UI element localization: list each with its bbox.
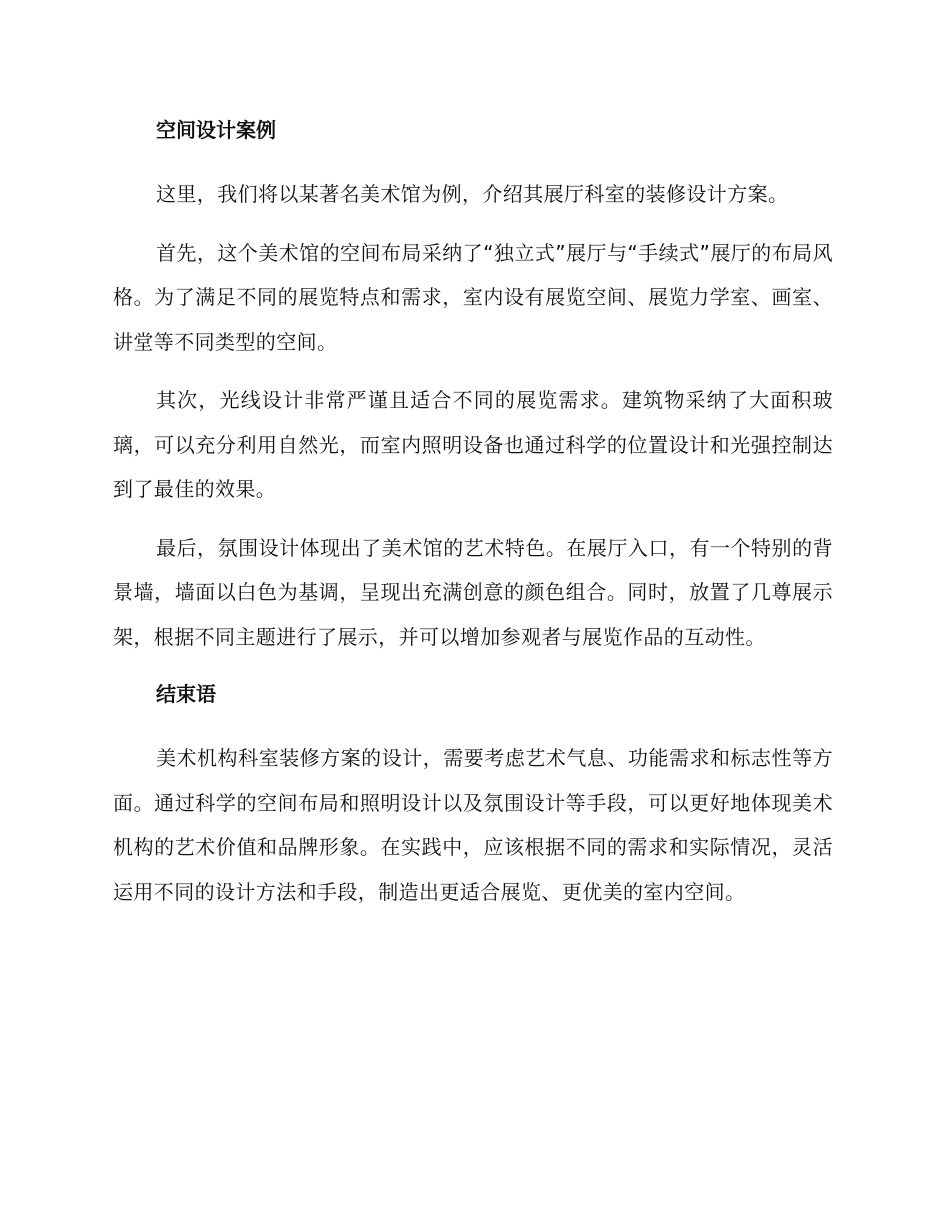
paragraph-intro: 这里，我们将以某著名美术馆为例，介绍其展厅科室的装修设计方案。 [156, 182, 789, 206]
paragraph-atmosphere: 最后，氛围设计体现出了美术馆的艺术特色。在展厅入口，有一个特别的背景墙，墙面以白色为基调，呈现出充满创意的颜色组合。同时，放置了几尊展示架，根据不同主题进行了展示，并可以增加参观者与展览作品的互动性。 [113, 535, 833, 649]
section-heading-space-design: 空间设计案例 [156, 118, 276, 142]
paragraph-conclusion: 美术机构科室装修方案的设计，需要考虑艺术气息、功能需求和标志性等方面。通过科学的空间布局和照明设计以及氛围设计等手段，可以更好地体现美术机构的艺术价值和品牌形象。在实践中，应该根据不同的需求和实际情况，灵活运用不同的设计方法和手段，制造出更适合展览、更优美的室内空间。 [113, 746, 833, 904]
paragraph-layout: 首先，这个美术馆的空间布局采纳了“独立式”展厅与“手续式”展厅的布局风格。为了满足不同的展览特点和需求，室内设有展览空间、展览力学室、画室、讲堂等不同类型的空间。 [113, 240, 833, 354]
section-heading-conclusion: 结束语 [156, 682, 216, 706]
paragraph-lighting: 其次，光线设计非常严谨且适合不同的展览需求。建筑物采纳了大面积玻璃，可以充分利用自然光，而室内照明设备也通过科学的位置设计和光强控制达到了最佳的效果。 [113, 388, 833, 501]
document-page [113, 108, 833, 928]
